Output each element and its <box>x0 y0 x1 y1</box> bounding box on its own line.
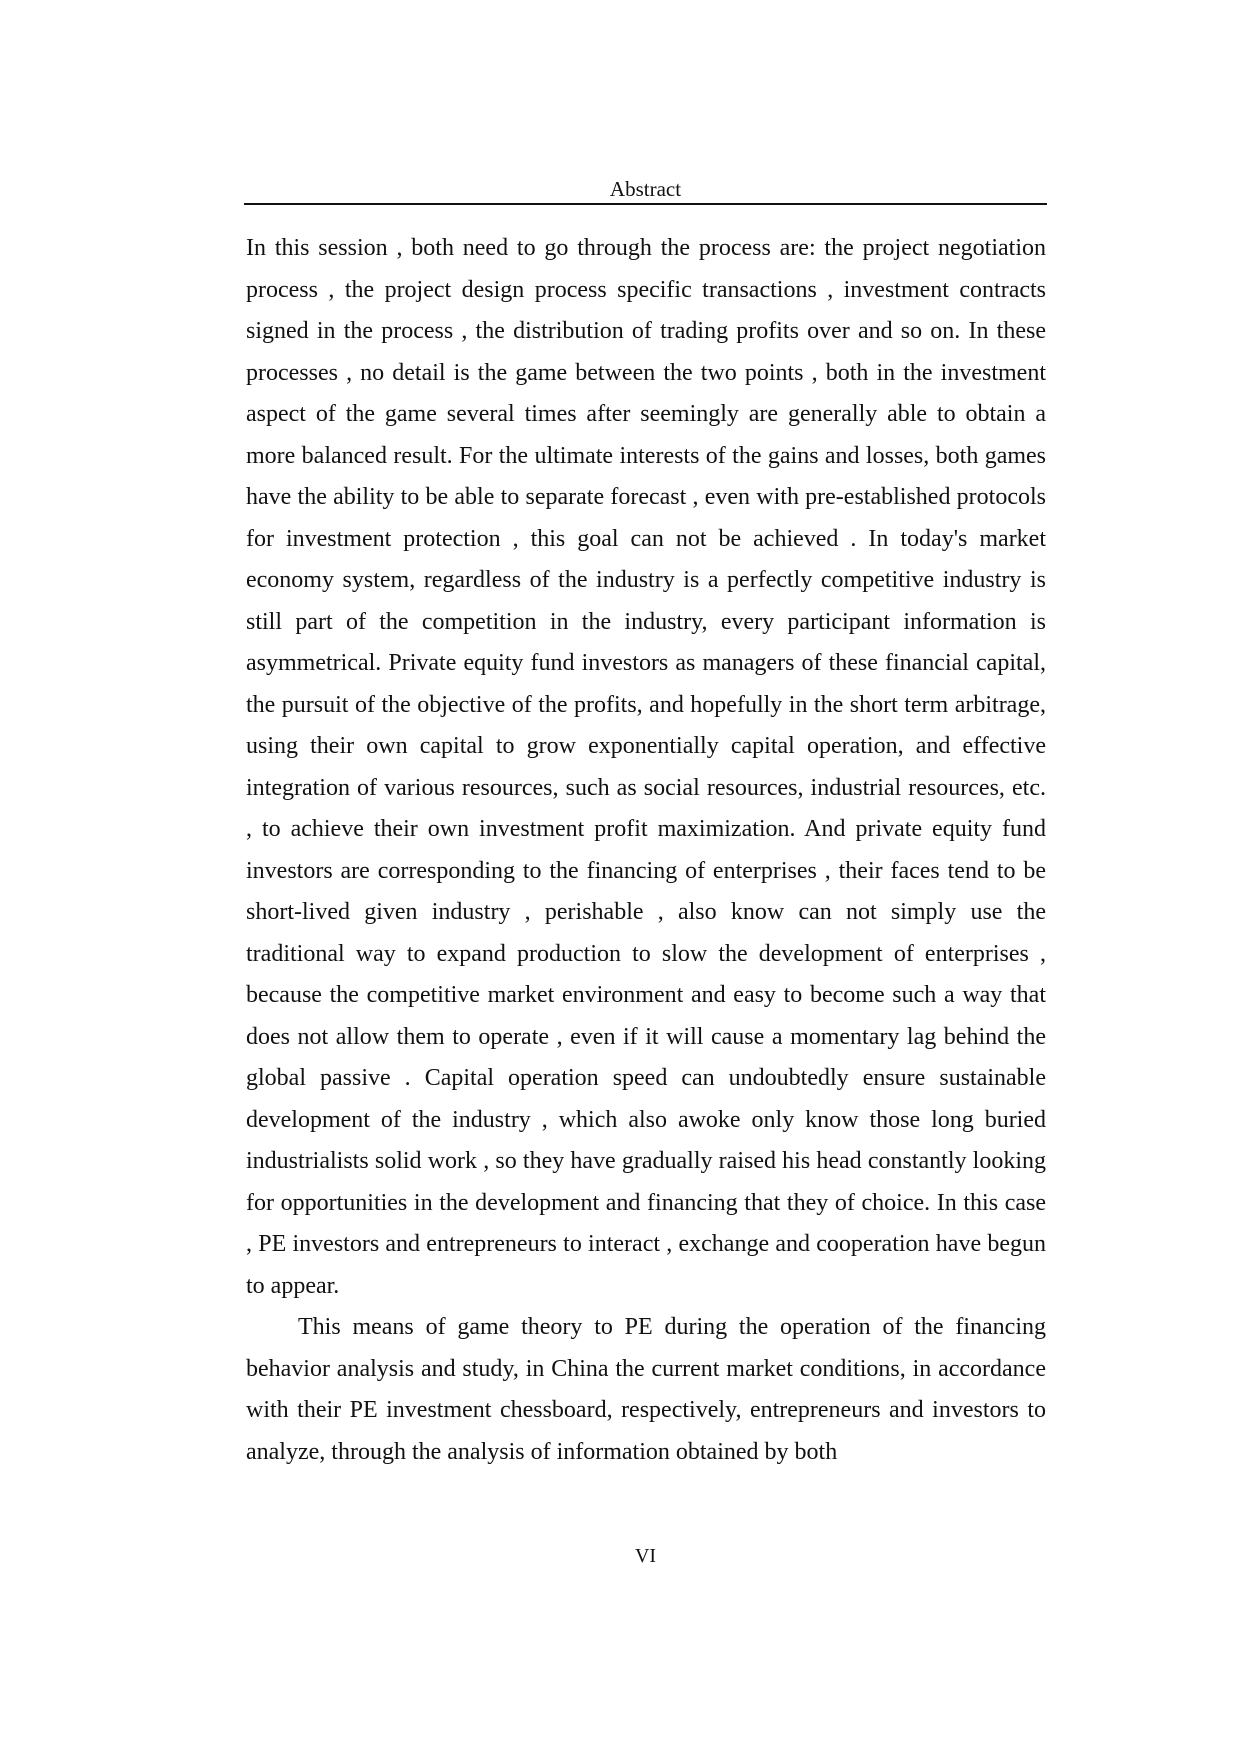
body-paragraph: This means of game theory to PE during the operation of the financing behavior analysis and study, in China the current market conditions, in accordance with their PE investment chessboard, respectively, entrepreneurs and investors to analyze, through the analysis of information obtained by both <box>246 1314 1046 1465</box>
page-number: VI <box>634 1545 657 1567</box>
header-divider <box>244 203 1047 205</box>
page-header-title: Abstract <box>609 177 682 201</box>
body-paragraph: In this session , both need to go through the process are: the project negotiation process , the project design process specific transactions , investment contracts signed in the process , the distribution of trading profits over and so on. In these processes , no detail is the game between the two points , both in the investment aspect of the game several times after seemingly are generally able to obtain a more balanced result. For the ultimate interests of the gains and losses, both games have the ability to be able to separate forecast , even with pre-established protocols for investment protection , this goal can not be achieved . In today's market economy system, regardless of the industry is a perfectly competitive industry is still part of the competition in the industry, every participant information is asymmetrical. Private equity fund investors as managers of these financial capital, the pursuit of the objective of the profits, and hopefully in the short term arbitrage, using their own capital to grow exponentially capital operation, and effective integration of various resources, such as social resources, industrial resources, etc. , to achieve their own investment profit maximization. And private equity fund investors are corresponding to the financing of enterprises , their faces tend to be short-lived given industry , perishable , also know can not simply use the traditional way to expand production to slow the development of enterprises , because the competitive market environment and easy to become such a way that does not allow them to operate , even if it will cause a momentary lag behind the global passive . Capital operation speed can undoubtedly ensure sustainable development of the industry , which also awoke only know those long buried industrialists solid work , so they have gradually raised his head constantly looking for opportunities in the development and financing that they of choice. In this case , PE investors and entrepreneurs to interact , exchange and cooperation have begun to appear. <box>246 235 1046 1299</box>
abstract-body <box>246 228 1046 1473</box>
